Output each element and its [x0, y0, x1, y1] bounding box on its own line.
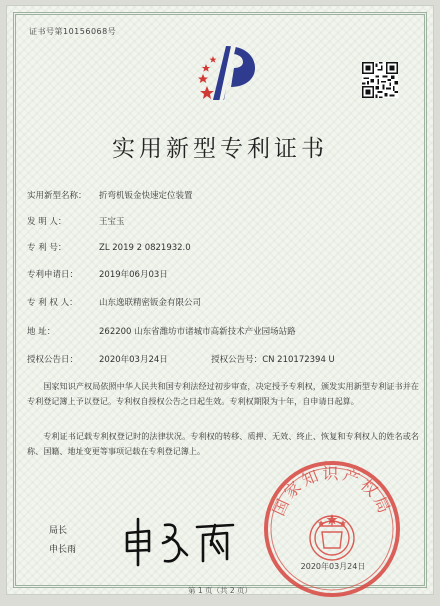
- field-value: 王宝玉: [99, 217, 125, 227]
- field-patentee: [27, 296, 201, 308]
- field-application-date: [27, 268, 168, 280]
- field-label: 专 利 权 人：: [27, 298, 78, 308]
- announcement-number-value: CN 210172394 U: [262, 355, 335, 365]
- field-patent-number: [27, 241, 191, 253]
- field-value: 山东逸联精密钣金有限公司: [99, 298, 202, 308]
- legal-status-paragraph: 专利证书记载专利权登记时的法律状况。专利权的转移、质押、无效、终止、恢复和专利权人的姓名或名称、国籍、地址变更等事项记载在专利登记簿上。: [27, 431, 419, 456]
- official-seal: [261, 458, 403, 600]
- seal-date: 2020年03月24日: [300, 562, 366, 571]
- announcement-row: [27, 353, 335, 365]
- field-utility-model-name: [27, 189, 193, 201]
- field-value: 折弯机钣金快速定位装置: [99, 191, 193, 201]
- signatory-title: 局长: [49, 526, 68, 536]
- handwritten-signature: [119, 511, 241, 569]
- field-address: [27, 325, 296, 337]
- field-label: 发 明 人：: [27, 217, 67, 227]
- field-value: 262200 山东省潍坊市诸城市高新技术产业园场站路: [99, 327, 296, 337]
- announcement-date-label: 授权公告日：: [27, 355, 79, 365]
- qr-code: [362, 62, 398, 98]
- field-value: 2019年06月03日: [99, 270, 168, 280]
- field-label: 专利申请日：: [27, 270, 79, 280]
- signatory-name: 申长雨: [49, 545, 77, 555]
- field-label: 专 利 号：: [27, 243, 67, 253]
- announcement-date-value: 2020年03月24日: [99, 355, 168, 365]
- grant-statement-paragraph: 国家知识产权局依照中华人民共和国专利法经过初步审查，决定授予专利权，颁发实用新型专利证书并在专利登记簿上予以登记。专利权自授权公告之日起生效。专利权期限为十年，自申请日起算。: [27, 381, 419, 406]
- page-footer: 第 1 页（共 2 页）: [187, 586, 253, 595]
- svg-text:国家知识产权局: 国家知识产权局: [268, 463, 396, 519]
- announcement-number-label: 授权公告号：: [211, 355, 263, 365]
- certificate-page: [7, 6, 433, 594]
- field-inventor: [27, 215, 125, 227]
- field-label: 地 址：: [27, 327, 56, 337]
- field-label: 实用新型名称：: [27, 191, 87, 201]
- certificate-title: 实用新型专利证书: [112, 136, 328, 162]
- cnipa-logo-icon: [193, 40, 261, 108]
- field-value: ZL 2019 2 0821932.0: [99, 243, 191, 253]
- certificate-number: 证书号第10156068号: [29, 27, 117, 36]
